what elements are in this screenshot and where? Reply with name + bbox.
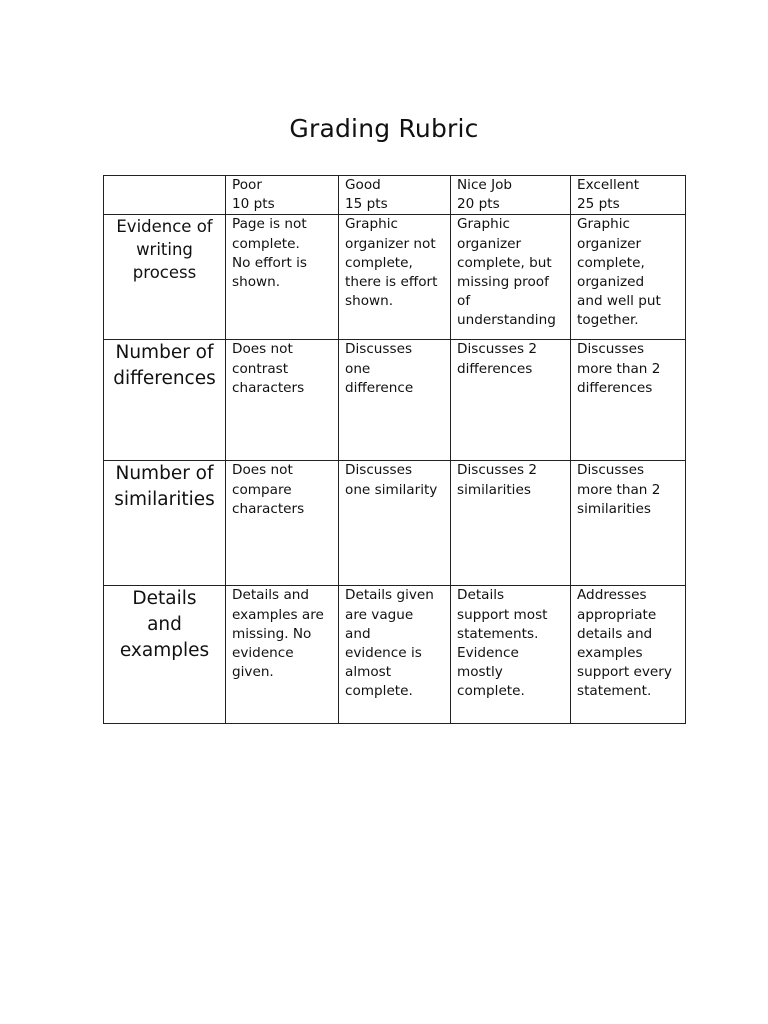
rubric-cell bbox=[451, 461, 571, 586]
rubric-cell bbox=[226, 215, 339, 340]
table-row bbox=[104, 215, 686, 340]
level-points: 25 pts bbox=[577, 196, 620, 213]
cell-text: Details support most statements. Evidence mostly complete. bbox=[457, 587, 548, 700]
level-label: Excellent bbox=[577, 177, 640, 193]
rubric-cell bbox=[451, 340, 571, 461]
rubric-cell bbox=[226, 586, 339, 724]
level-points: 20 pts bbox=[457, 196, 500, 213]
criterion-label: Number of differences bbox=[113, 342, 216, 390]
cell-text: Graphic organizer complete, but missing proof of understanding bbox=[457, 216, 556, 329]
criterion-label: Number of similarities bbox=[114, 463, 215, 511]
cell-text: Discusses one difference bbox=[345, 341, 414, 396]
level-label: Nice Job bbox=[457, 177, 513, 193]
rubric-cell bbox=[571, 586, 686, 724]
cell-text: Discusses one similarity bbox=[345, 462, 438, 498]
level-points: 15 pts bbox=[345, 196, 388, 213]
rubric-table bbox=[103, 175, 686, 724]
rubric-cell bbox=[339, 461, 451, 586]
rubric-cell bbox=[339, 215, 451, 340]
table-row bbox=[104, 340, 686, 461]
criterion-label: Details and examples bbox=[119, 588, 210, 662]
criterion-cell bbox=[104, 215, 226, 340]
cell-text: Graphic organizer not complete, there is effort shown. bbox=[345, 216, 438, 310]
cell-text: Does not compare characters bbox=[232, 462, 305, 517]
rubric-cell bbox=[339, 586, 451, 724]
rubric-cell bbox=[571, 340, 686, 461]
table-row bbox=[104, 461, 686, 586]
criterion-cell bbox=[104, 340, 226, 461]
rubric-cell bbox=[451, 215, 571, 340]
rubric-cell bbox=[226, 461, 339, 586]
cell-text: Discusses 2 differences bbox=[457, 341, 537, 377]
cell-text: Discusses 2 similarities bbox=[457, 462, 537, 498]
cell-text: Graphic organizer complete, organized and well put together. bbox=[577, 216, 661, 329]
cell-text: Discusses more than 2 similarities bbox=[577, 462, 661, 517]
cell-text: Page is not complete. No effort is shown. bbox=[232, 216, 307, 291]
cell-text: Discusses more than 2 differences bbox=[577, 341, 661, 396]
rubric-cell bbox=[571, 461, 686, 586]
page-title: Grading Rubric bbox=[289, 114, 479, 143]
cell-text: Details and examples are missing. No evidence given. bbox=[232, 587, 324, 681]
level-points: 10 pts bbox=[232, 196, 275, 213]
level-header-poor bbox=[226, 176, 339, 215]
cell-text: Details given are vague and evidence is almost complete. bbox=[345, 587, 434, 700]
level-label: Good bbox=[345, 177, 381, 193]
header-corner-cell bbox=[104, 176, 226, 215]
criterion-cell bbox=[104, 461, 226, 586]
level-header-good bbox=[339, 176, 451, 215]
rubric-cell bbox=[339, 340, 451, 461]
table-header-row bbox=[104, 176, 686, 215]
cell-text: Does not contrast characters bbox=[232, 341, 305, 396]
level-header-excellent bbox=[571, 176, 686, 215]
rubric-cell bbox=[451, 586, 571, 724]
level-label: Poor bbox=[232, 177, 262, 193]
level-header-nice-job bbox=[451, 176, 571, 215]
criterion-label: Evidence of writing process bbox=[116, 217, 213, 283]
rubric-cell bbox=[571, 215, 686, 340]
rubric-cell bbox=[226, 340, 339, 461]
criterion-cell bbox=[104, 586, 226, 724]
table-row bbox=[104, 586, 686, 724]
cell-text: Addresses appropriate details and examples support every statement. bbox=[577, 587, 672, 700]
